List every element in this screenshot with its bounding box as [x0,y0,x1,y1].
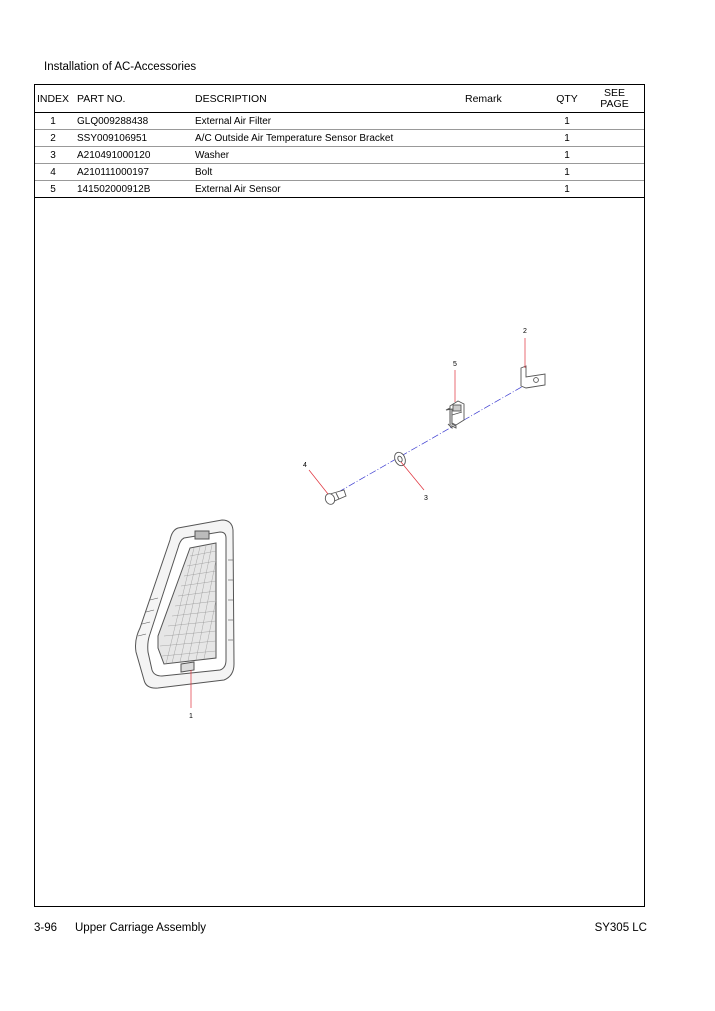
page-title: Installation of AC-Accessories [44,61,197,73]
cell-description: Washer [189,147,459,164]
header-index: INDEX [35,85,71,113]
washer-part [393,451,408,468]
leader-line-4 [309,470,328,494]
cell-part-no: GLQ009288438 [71,113,189,130]
leader-line-3 [401,462,424,490]
callout-4: 4 [303,462,307,469]
footer-page-number: 3-96 [34,922,58,934]
cell-qty: 1 [549,181,585,198]
bracket-part [521,366,545,388]
cell-description: External Air Sensor [189,181,459,198]
header-see-page-line1: SEE [603,86,625,99]
cell-qty: 1 [549,130,585,147]
assembly-centerline [328,385,525,498]
cell-index: 5 [35,181,71,198]
callout-3: 3 [424,495,428,502]
air-filter-part [136,520,235,688]
sensor-part [446,401,464,428]
cell-description: Bolt [189,164,459,181]
callout-1: 1 [189,713,193,720]
header-see-page-line2: PAGE [600,97,629,110]
cell-part-no: SSY009106951 [71,130,189,147]
footer-section: Upper Carriage Assembly [75,922,207,934]
header-qty: QTY [549,85,585,113]
cell-qty: 1 [549,147,585,164]
cell-description: A/C Outside Air Temperature Sensor Bracket [189,130,459,147]
cell-index: 3 [35,147,71,164]
cell-description: External Air Filter [189,113,459,130]
cell-part-no: A210111000197 [71,164,189,181]
callout-2: 2 [523,328,527,335]
header-remark: Remark [459,85,549,113]
header-description: DESCRIPTION [189,85,459,113]
leader-lines [191,338,525,708]
cell-index: 1 [35,113,71,130]
header-part-no: PART NO. [71,85,189,113]
callout-5: 5 [453,361,457,368]
cell-index: 2 [35,130,71,147]
cell-qty: 1 [549,164,585,181]
cell-part-no: 141502000912B [71,181,189,198]
cell-qty: 1 [549,113,585,130]
cell-index: 4 [35,164,71,181]
cell-part-no: A210491000120 [71,147,189,164]
footer-model: SY305 LC [594,922,647,934]
